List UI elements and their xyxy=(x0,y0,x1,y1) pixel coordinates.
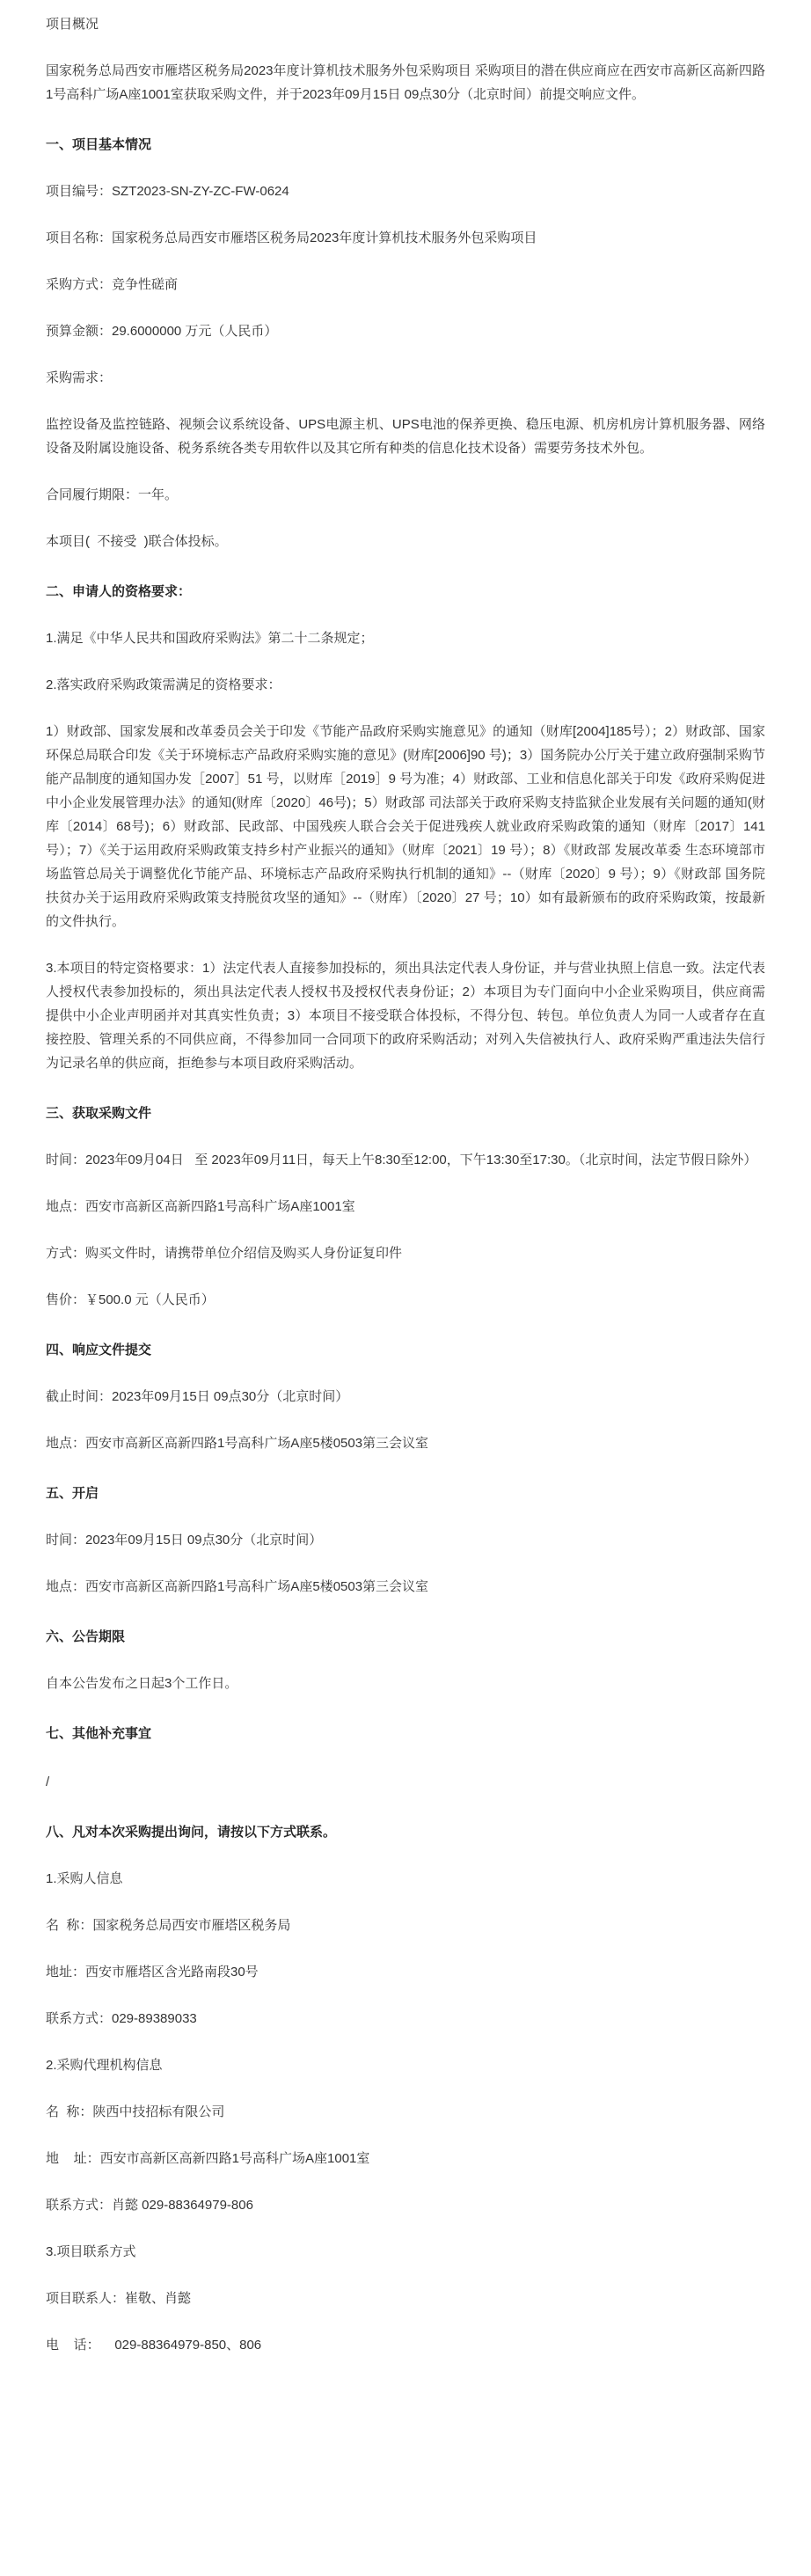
agency-phone: 联系方式：肖懿 029-88364979-806 xyxy=(46,2198,253,2213)
buyer-info-title: 1.采购人信息 xyxy=(46,1871,123,1886)
document-price: 售价：￥500.0 元（人民币） xyxy=(46,1292,215,1307)
section-heading-notice-period: 六、公告期限 xyxy=(46,1629,126,1644)
notice-period-text: 自本公告发布之日起3个工作日。 xyxy=(46,1676,238,1691)
project-contact-person: 项目联系人：崔敬、肖懿 xyxy=(46,2291,192,2306)
buyer-address: 地址：西安市雁塔区含光路南段30号 xyxy=(46,1965,259,1980)
overview-text: 国家税务总局西安市雁塔区税务局2023年度计算机技术服务外包采购项目 采购项目的潜在供应商应在西安市高新区高新四路1号高科广场A座1001室获取采购文件，并于2023年09月15日 09点30分（北京时间）前提交响应文件。 xyxy=(46,63,765,102)
qualification-item-3: 3.本项目的特定资格要求：1）法定代表人直接参加投标的，须出具法定代表人身份证，并与营业执照上信息一致。法定代表人授权代表参加投标的，须出具法定代表人授权书及授权代表身份证；2）本项目为专门面向中小企业采购项目，供应商需提供中小企业声明函并对其真实性负责；3）本项目不接受联合体投标，不得分包、转包。单位负责人为同一人或者存在直接控股、管理关系的不同供应商，不得参加同一合同项下的政府采购活动；对列入失信被执行人、政府采购严重违法失信行为记录名单的供应商，拒绝参与本项目政府采购活动。 xyxy=(46,961,765,1071)
section-heading-supplementary: 七、其他补充事宜 xyxy=(46,1726,152,1741)
project-contact-phone: 电 话： 029-88364979-850、806 xyxy=(46,2338,262,2353)
procurement-method: 采购方式：竞争性磋商 xyxy=(46,277,179,292)
section-heading-basic-info: 一、项目基本情况 xyxy=(46,137,152,152)
overview-title: 项目概况 xyxy=(46,17,99,32)
buyer-phone: 联系方式：029-89389033 xyxy=(46,2011,197,2026)
section-heading-opening: 五、开启 xyxy=(46,1486,99,1501)
section-heading-contact: 八、凡对本次采购提出询问，请按以下方式联系。 xyxy=(46,1825,337,1840)
agency-address: 地 址：西安市高新区高新四路1号高科广场A座1001室 xyxy=(46,2151,370,2166)
buyer-name: 名 称：国家税务总局西安市雁塔区税务局 xyxy=(46,1918,291,1933)
qualification-item-2-detail: 1）财政部、国家发展和改革委员会关于印发《节能产品政府采购实施意见》的通知（财库[2004]185号）；2）财政部、国家环保总局联合印发《关于环境标志产品政府采购实施的意见》(财库[2006]90 号)；3）国务院办公厅关于建立政府强制采购节能产品制度的通知国办发［2007］51 号，以财库［2019］9 号为准；4）财政部、工业和信息化部关于印发《政府采购促进中小企业发展管理办法》的通知(财库〔2020〕46号)；5）财政部 司法部关于政府采购支持监狱企业发展有关问题的通知(财库〔2014〕68号)；6）财政部、民政部、中国残疾人联合会关于促进残疾人就业政府采购政策的通知（财库〔2017〕141 号）；7）《关于运用政府采购政策支持乡村产业振兴的通知》（财库〔2021〕19 号）；8）《财政部 发展改革委 生态环境部市场监管总局关于调整优化节能产品、环境标志产品政府采购执行机制的通知》--（财库〔2020〕9 号）；9）《财政部 国务院扶贫办关于运用政府采购政策支持脱贫攻坚的通知》--（财库）〔2020〕27 号；10）如有最新颁布的政府采购政策，按最新的文件执行。 xyxy=(46,724,765,929)
agency-info-title: 2.采购代理机构信息 xyxy=(46,2058,163,2073)
qualification-item-1: 1.满足《中华人民共和国政府采购法》第二十二条规定； xyxy=(46,631,374,646)
qualification-item-2: 2.落实政府采购政策需满足的资格要求： xyxy=(46,677,281,692)
submission-place: 地点：西安市高新区高新四路1号高科广场A座5楼0503第三会议室 xyxy=(46,1436,429,1451)
obtain-place: 地点：西安市高新区高新四路1号高科广场A座1001室 xyxy=(46,1199,355,1214)
demand-text: 监控设备及监控链路、视频会议系统设备、UPS电源主机、UPS电池的保养更换、稳压电源、机房机房计算机服务器、网络设备及附属设施设备、税务系统各类专用软件以及其它所有种类的信息化技术设备）需要劳务技术外包。 xyxy=(46,417,765,456)
budget-amount: 预算金额：29.6000000 万元（人民币） xyxy=(46,324,278,339)
opening-time: 时间：2023年09月15日 09点30分（北京时间） xyxy=(46,1533,323,1548)
opening-place: 地点：西安市高新区高新四路1号高科广场A座5楼0503第三会议室 xyxy=(46,1579,429,1594)
agency-name: 名 称：陕西中技招标有限公司 xyxy=(46,2104,225,2119)
demand-label: 采购需求： xyxy=(46,370,113,385)
obtain-mode: 方式：购买文件时，请携带单位介绍信及购买人身份证复印件 xyxy=(46,1246,403,1261)
project-name: 项目名称：国家税务总局西安市雁塔区税务局2023年度计算机技术服务外包采购项目 xyxy=(46,231,537,245)
obtain-time: 时间：2023年09月04日 至 2023年09月11日，每天上午8:30至12:00，下午13:30至17:30。（北京时间，法定节假日除外） xyxy=(46,1153,757,1167)
section-heading-qualifications: 二、申请人的资格要求： xyxy=(46,584,192,599)
project-contact-title: 3.项目联系方式 xyxy=(46,2244,136,2259)
section-heading-obtain-documents: 三、获取采购文件 xyxy=(46,1106,152,1121)
submission-deadline: 截止时间：2023年09月15日 09点30分（北京时间） xyxy=(46,1389,349,1404)
section-heading-submission: 四、响应文件提交 xyxy=(46,1343,152,1358)
project-number: 项目编号：SZT2023-SN-ZY-ZC-FW-0624 xyxy=(46,184,289,199)
supplementary-text: / xyxy=(46,1775,50,1789)
consortium-note: 本项目( 不接受 )联合体投标。 xyxy=(46,534,228,549)
contract-period: 合同履行期限：一年。 xyxy=(46,487,179,502)
